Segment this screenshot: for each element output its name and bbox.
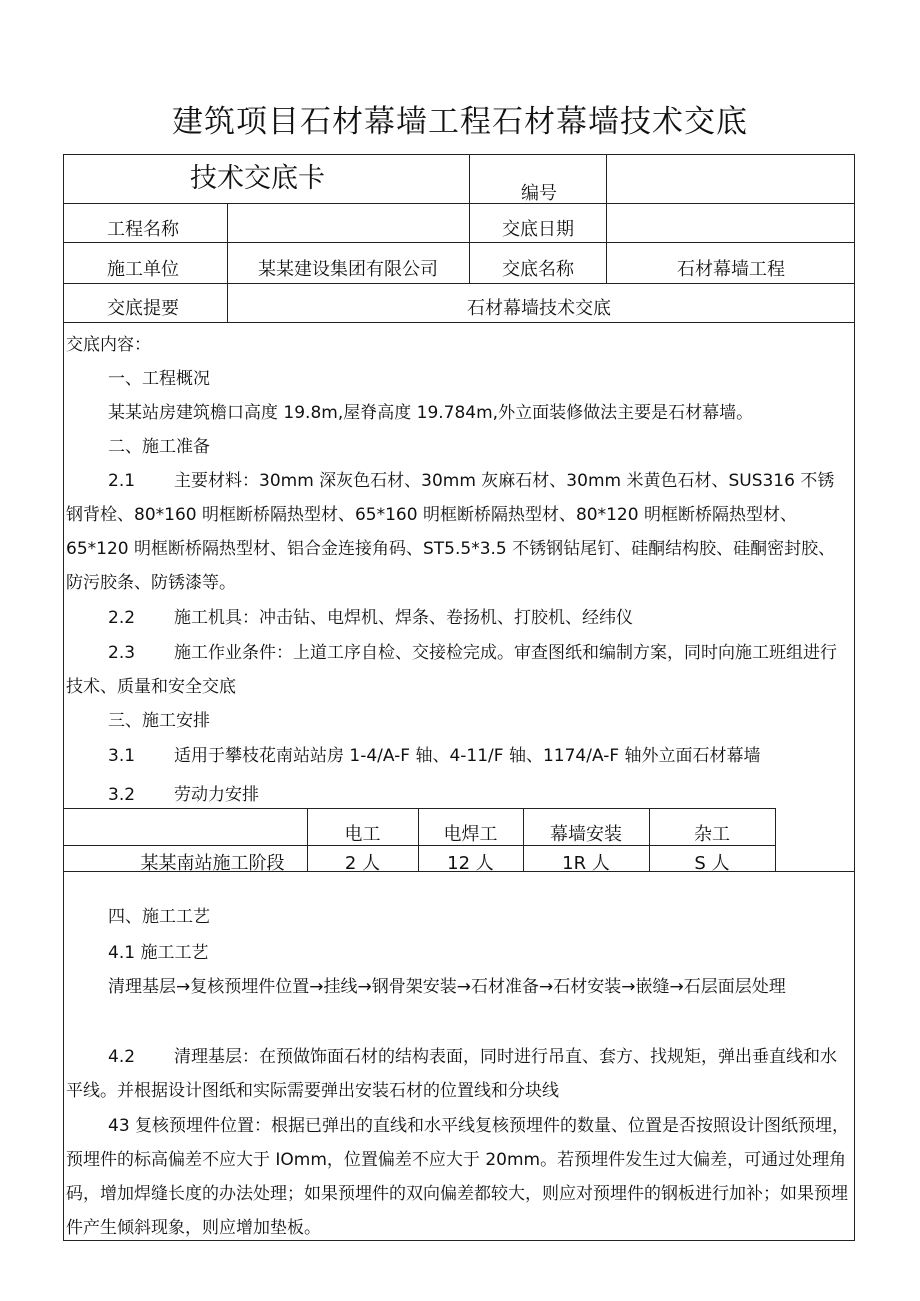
grid-line: [606, 154, 607, 283]
code-label: 编号: [521, 183, 557, 204]
item-text: 施工作业条件：上道工序自检、交接检完成。审查图纸和编制方案，同时向施工班组进行技术、质量和安全交底: [66, 643, 837, 697]
item-text: 劳动力安排: [174, 785, 259, 805]
project-name-label: 工程名称: [107, 219, 179, 240]
labor-cell: S 人: [694, 853, 730, 874]
paragraph: [66, 464, 850, 600]
item-text: 主要材料：30mm 深灰色石材、30mm 灰麻石材、30mm 米黄色石材、SUS316 不锈钢背栓、80*160 明框断桥隔热型材、65*160 明框断桥隔热型材、80*120 明框断桥隔热型材、65*120 明框断桥隔热型材、铝合金连接角码、ST5.5*3.5 不锈钢钻尾钉、硅酮结构胶、硅酮密封胶、防污胶条、防锈漆等。: [66, 471, 836, 593]
summary-value: 石材幕墙技术交底: [467, 298, 611, 319]
paragraph: [66, 601, 850, 635]
section-heading: 四、施工工艺: [108, 907, 210, 927]
grid-line: [63, 242, 855, 243]
paragraph: [66, 778, 850, 812]
process-flow: 清理基层→复核预埋件位置→挂线→钢骨架安装→石材准备→石材安装→嵌缝→石层面层处理: [108, 977, 786, 997]
labor-cell: 12 人: [447, 853, 494, 874]
grid-line: [775, 808, 776, 871]
disclosure-name-label: 交底名称: [502, 259, 574, 280]
labor-row-label: 某某南站施工阶段: [140, 853, 285, 874]
section-heading: 一、工程概况: [108, 369, 210, 389]
item-number: 2.3: [108, 643, 136, 663]
item-text: 适用于攀枝花南站站房 1-4/A-F 轴、4-11/F 轴、1174/A-F 轴外立面石材幕墙: [174, 746, 761, 766]
item-text: 施工机具：冲击钻、电焊机、焊条、卷扬机、打胶机、经纬仪: [174, 608, 633, 628]
paragraph: [66, 636, 850, 704]
labor-header: 电焊工: [443, 824, 498, 845]
card-title: 技术交底卡: [190, 163, 325, 194]
grid-line: [63, 283, 855, 284]
grid-line: [469, 154, 470, 283]
labor-cell: 2 人: [344, 853, 381, 874]
labor-cell: 1R 人: [562, 853, 610, 874]
disclosure-name-value: 石材幕墙工程: [677, 259, 785, 280]
content-label: 交底内容：: [66, 335, 151, 355]
subsection-heading: 4.1 施工工艺: [108, 943, 209, 963]
unit-value: 某某建设集团有限公司: [258, 259, 438, 280]
item-number: 3.2: [108, 785, 136, 805]
item-number: 2.2: [108, 608, 136, 628]
section-heading: 三、施工安排: [108, 711, 210, 731]
labor-header: 电工: [344, 824, 381, 845]
labor-header: 幕墙安装: [550, 824, 622, 845]
summary-label: 交底提要: [107, 298, 179, 319]
item-number: 2.1: [108, 471, 136, 491]
paragraph: 43 复核预埋件位置：根据已弹出的直线和水平线复核预埋件的数量、位置是否按照设计图纸预埋，预埋件的标高偏差不应大于 IOmm，位置偏差不应大于 20mm。若预埋件发生过大偏差，可通过处理角码，增加焊缝长度的办法处理；如果预埋件的双向偏差都较大，则应对预埋件的钢板进行加补；如果预埋件产生倾斜现象，则应增加垫板。: [66, 1116, 850, 1238]
grid-line: [63, 203, 855, 204]
date-label: 交底日期: [502, 219, 574, 240]
labor-header: 杂工: [694, 824, 730, 845]
grid-line: [63, 808, 775, 809]
item-number: 4.2: [108, 1047, 136, 1067]
paragraph: [66, 1040, 850, 1108]
document-title: 建筑项目石材幕墙工程石材幕墙技术交底: [172, 104, 748, 140]
paragraph: 某某站房建筑檐口高度 19.8m,屋脊高度 19.784m,外立面装修做法主要是石材幕墙。: [108, 403, 754, 423]
paragraph: [66, 739, 850, 773]
grid-line: [63, 322, 855, 323]
item-text: 清理基层：在预做饰面石材的结构表面，同时进行吊直、套方、找规矩，弹出垂直线和水平线。并根据设计图纸和实际需要弹出安装石材的位置线和分块线: [66, 1047, 837, 1101]
unit-label: 施工单位: [107, 259, 179, 280]
item-number: 3.1: [108, 746, 136, 766]
section-heading: 二、施工准备: [108, 437, 210, 457]
grid-line: [227, 203, 228, 322]
